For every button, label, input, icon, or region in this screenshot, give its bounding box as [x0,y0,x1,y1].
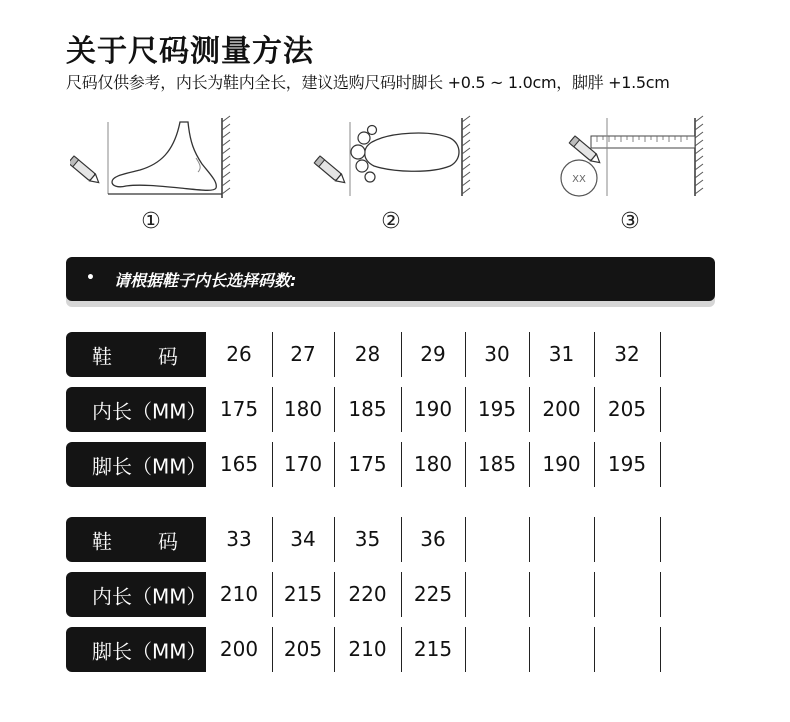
column-divider [660,387,661,432]
size-value-cell: 205 [283,637,323,661]
size-value-cell: 33 [226,527,252,551]
column-divider [594,627,595,672]
size-value-cell: 220 [348,582,387,606]
size-value-cell: 195 [477,397,517,421]
wall-hatch-icon [222,116,230,198]
size-value-cell: 165 [219,452,259,476]
column-divider [660,572,661,617]
foot-sole-icon [365,133,459,171]
size-value-cell: 36 [420,527,446,551]
size-value-cell: 190 [542,452,581,476]
column-divider [594,517,595,562]
wall-hatch-icon [695,116,703,196]
column-divider [660,442,661,487]
pencil-icon [70,156,102,186]
column-divider [594,572,595,617]
row-label-foot-length: 脚长（MM） [66,627,206,672]
column-divider [465,517,466,562]
size-value-cell: 180 [283,397,323,421]
column-divider [660,517,661,562]
instruction-banner [66,257,715,301]
column-divider [660,627,661,672]
size-value-cell: 200 [542,397,581,421]
size-value-cell: 185 [477,452,517,476]
size-value-cell: 210 [219,582,259,606]
row-label-shoe-size: 鞋 码 [66,332,206,377]
size-value-cell: 28 [354,342,381,366]
ruler-measurement-illustration [555,112,715,202]
size-value-cell: 32 [614,342,640,366]
measure-badge-text: XX [572,174,586,185]
column-divider [529,627,530,672]
page-title: 关于尺码测量方法 [66,34,314,69]
step-number-1: ① [141,209,161,234]
instruction-text: 请根据鞋子内长选择码数: [114,271,297,290]
size-value-cell: 215 [413,637,453,661]
foot-side-view-illustration [70,112,240,202]
size-value-cell: 175 [348,452,387,476]
wall-hatch-icon [462,116,470,196]
size-value-cell: 35 [354,527,381,551]
page-subtitle: 尺码仅供参考，内长为鞋内全长，建议选购尺码时脚长 +0.5 ~ 1.0cm，脚胖 +1.5cm [66,73,670,92]
size-value-cell: 180 [413,452,453,476]
size-value-cell: 175 [219,397,259,421]
column-divider [529,517,530,562]
row-label-foot-length: 脚长（MM） [66,442,206,487]
size-value-cell: 31 [548,342,575,366]
size-value-cell: 27 [290,342,316,366]
bullet-icon: • [86,270,95,286]
row-label-inner-length: 内长（MM） [66,387,206,432]
size-value-cell: 26 [226,342,252,366]
column-divider [660,332,661,377]
size-value-cell: 210 [348,637,387,661]
size-value-cell: 200 [219,637,259,661]
size-value-cell: 185 [348,397,387,421]
size-value-cell: 34 [290,527,316,551]
foot-top-view-illustration [310,112,480,202]
size-value-cell: 170 [283,452,323,476]
size-value-cell: 190 [413,397,453,421]
step-number-2: ② [381,209,401,234]
size-value-cell: 29 [420,342,446,366]
size-value-cell: 225 [413,582,453,606]
row-label-shoe-size: 鞋 码 [66,517,206,562]
row-label-inner-length: 内长（MM） [66,572,206,617]
pencil-icon [314,156,347,186]
size-value-cell: 30 [484,342,510,366]
column-divider [465,572,466,617]
column-divider [465,627,466,672]
size-value-cell: 195 [607,452,647,476]
step-number-3: ③ [620,209,640,234]
foot-icon [112,122,216,190]
size-value-cell: 215 [283,582,323,606]
column-divider [529,572,530,617]
size-value-cell: 205 [607,397,647,421]
